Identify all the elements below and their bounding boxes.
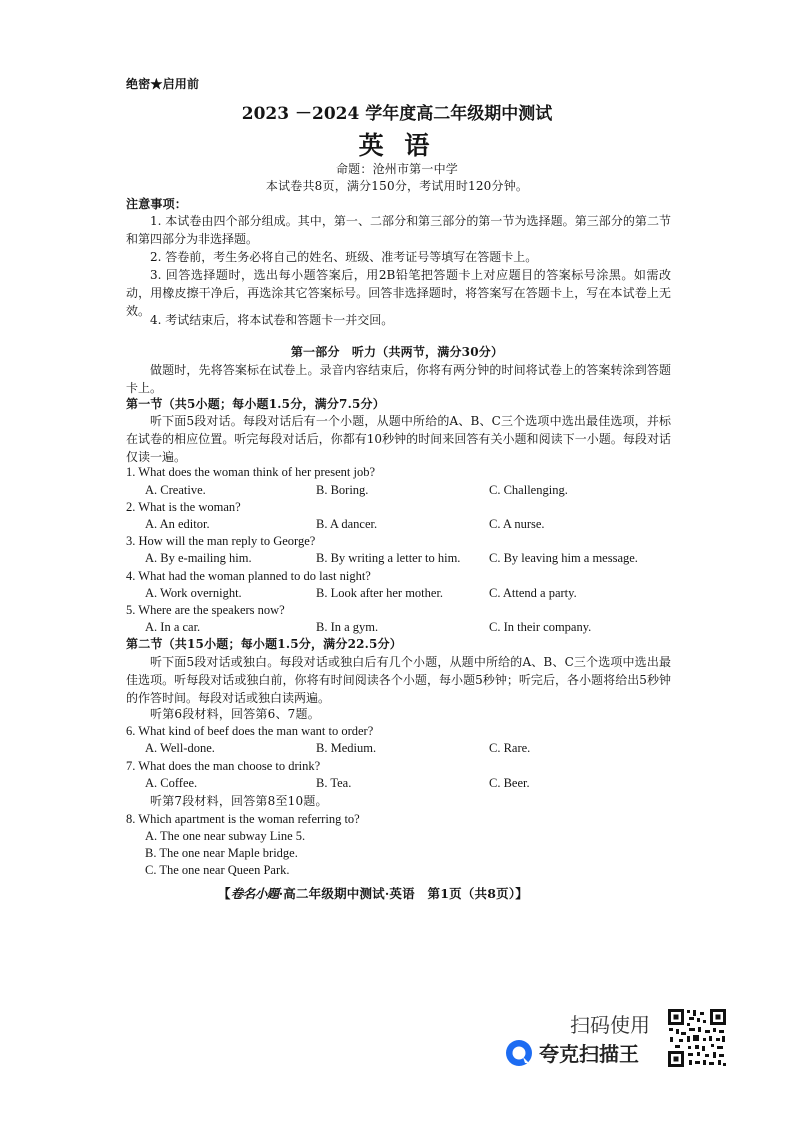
- footer-text: ·高二年级期中测试·英语 第1页（共8页）】: [278, 886, 528, 901]
- note-item: 1. 本试卷由四个部分组成。其中，第一、二部分和第三部分的第一节为选择题。第三部分的第二节和第四部分为非选择题。: [126, 214, 671, 246]
- exam-info: 本试卷共8页，满分150分，考试用时120分钟。: [265, 179, 529, 193]
- page-footer: [218, 885, 528, 902]
- scanner-logo: [505, 1038, 639, 1067]
- question-1: 1. What does the woman think of her present job?: [126, 465, 376, 479]
- option-b: B. A dancer.: [316, 517, 378, 531]
- app-name: 夸克扫描王: [539, 1042, 639, 1066]
- section1-title: 第一节（共5小题；每小题1.5分，满分7.5分）: [126, 397, 385, 411]
- footer-bracket: 【: [218, 886, 231, 901]
- option-b: B. Look after her mother.: [316, 586, 444, 600]
- note-item: 4. 考试结束后，将本试卷和答题卡一并交回。: [150, 313, 394, 327]
- question-8: 8. Which apartment is the woman referring to?: [126, 812, 360, 826]
- option-b: B. By writing a letter to him.: [316, 551, 461, 565]
- question-2: 2. What is the woman?: [126, 500, 241, 514]
- part1-title: 第一部分 听力（共两节，满分30分）: [290, 345, 504, 359]
- option-b: B. Medium.: [316, 741, 377, 755]
- confidential-label: 绝密★启用前: [126, 77, 200, 91]
- section2-instruction: 听下面5段对话或独白。每段对话或独白后有几个小题，从题中所给的A、B、C三个选项中选出最佳选项。听每段对话或独白前，你将有时间阅读各个小题，每小题5秒钟；听完后，各小题将给出5秒钟的作答时间。每段对话或独白读两遍。: [126, 655, 671, 705]
- option-b: B. Tea.: [316, 776, 352, 790]
- exam-title: 2023 －2024 学年度高二年级期中测试: [241, 104, 553, 124]
- option-a: A. Work overnight.: [145, 586, 242, 600]
- part1-instruction: 做题时，先将答案标在试卷上。录音内容结束后，你将有两分钟的时间将试卷上的答案转涂到答题卡上。: [126, 363, 671, 395]
- option-c: C. The one near Queen Park.: [145, 863, 290, 877]
- option-c: C. By leaving him a message.: [489, 551, 638, 565]
- qr-pattern: [667, 1008, 727, 1068]
- qr-code-icon[interactable]: [667, 1008, 727, 1068]
- section2-title: 第二节（共15小题；每小题1.5分，满分22.5分）: [126, 637, 403, 651]
- option-a: A. Creative.: [145, 483, 206, 497]
- option-b: B. Boring.: [316, 483, 369, 497]
- option-a: A. Well-done.: [145, 741, 215, 755]
- option-a: A. By e-mailing him.: [145, 551, 252, 565]
- option-b: B. In a gym.: [316, 620, 379, 634]
- option-c: C. Attend a party.: [489, 586, 577, 600]
- option-b: B. The one near Maple bridge.: [145, 846, 298, 860]
- question-7: 7. What does the man choose to drink?: [126, 759, 321, 773]
- option-a: A. Coffee.: [145, 776, 198, 790]
- material-6-note: 听第6段材料，回答第6、7题。: [150, 707, 320, 721]
- material-7-note: 听第7段材料，回答第8至10题。: [150, 794, 328, 808]
- option-a: A. An editor.: [145, 517, 210, 531]
- note-item: 3. 回答选择题时，选出每小题答案后，用2B铅笔把答题卡上对应题目的答案标号涂黑。如需改动，用橡皮擦干净后，再选涂其它答案标号。回答非选择题时，将答案写在答题卡上，写在本试卷上无效。: [126, 268, 671, 318]
- subject-title: 英 语: [358, 131, 436, 160]
- note-item: 2. 答卷前，考生务必将自己的姓名、班级、准考证号等填写在答题卡上。: [150, 250, 538, 264]
- question-6: 6. What kind of beef does the man want to order?: [126, 724, 374, 738]
- author-line: 命题：沧州市第一中学: [335, 162, 458, 176]
- option-c: C. A nurse.: [489, 517, 545, 531]
- option-c: C. Beer.: [489, 776, 530, 790]
- option-c: C. Rare.: [489, 741, 531, 755]
- quark-logo-icon: [505, 1039, 533, 1067]
- notes-title: 注意事项：: [126, 197, 188, 211]
- question-5: 5. Where are the speakers now?: [126, 603, 285, 617]
- question-3: 3. How will the man reply to George?: [126, 534, 316, 548]
- option-a: A. The one near subway Line 5.: [145, 829, 306, 843]
- brand-stamp: 卷名小題: [230, 886, 279, 901]
- option-c: C. Challenging.: [489, 483, 568, 497]
- question-4: 4. What had the woman planned to do last night?: [126, 569, 371, 583]
- scan-to-use-label: 扫码使用: [570, 1013, 650, 1037]
- option-a: A. In a car.: [145, 620, 201, 634]
- section1-instruction: 听下面5段对话。每段对话后有一个小题，从题中所给的A、B、C三个选项中选出最佳选项，并标在试卷的相应位置。听完每段对话后，你都有10秒钟的时间来回答有关小题和阅读下一小题。每段对话仅读一遍。: [126, 414, 671, 464]
- option-c: C. In their company.: [489, 620, 592, 634]
